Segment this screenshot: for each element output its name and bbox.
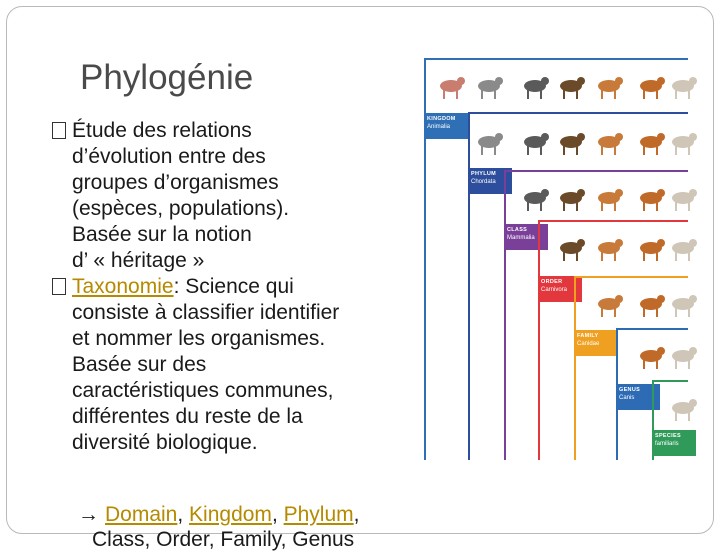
bullet-line — [72, 274, 402, 300]
animal-icon — [520, 184, 550, 219]
animal-icon — [668, 128, 698, 163]
taxonomy-label-species — [652, 430, 696, 456]
bullet-line: diversité biologique. — [72, 431, 258, 454]
animal-icon — [436, 72, 466, 107]
animal-icon — [636, 290, 666, 325]
animal-icon — [474, 128, 504, 163]
bullet-marker-icon — [52, 122, 66, 139]
animal-icon — [556, 184, 586, 219]
animal-icon — [474, 72, 504, 107]
bullet-line: groupes d’organismes — [72, 171, 279, 194]
taxonomy-rank: FAMILY — [577, 333, 599, 339]
taxonomy-rank: PHYLUM — [471, 171, 497, 177]
bullet-line: et nommer les organismes. — [72, 327, 326, 350]
bullet-list — [52, 118, 402, 456]
bullet-taxonomy — [52, 274, 402, 456]
bullet-line: différentes du reste de la — [72, 405, 303, 428]
animal-icon — [636, 342, 666, 377]
bullet-text: : Science qui — [173, 275, 294, 298]
bullet-line: d’évolution entre des — [72, 145, 266, 168]
taxonomy-name: Canis — [619, 395, 635, 401]
taxonomy-label-kingdom — [424, 113, 468, 139]
taxonomy-rank: KINGDOM — [427, 116, 456, 122]
taxonomy-rank: SPECIES — [655, 433, 681, 439]
bullet-line: Basée sur la notion — [72, 223, 252, 246]
bullet-line: consiste à classifier identifier — [72, 301, 340, 324]
taxonomy-name: Canidae — [577, 341, 600, 347]
bullet-phylogeny — [52, 118, 402, 274]
taxonomy-name: Carnivora — [541, 287, 568, 293]
bullet-line: caractéristiques communes, — [72, 379, 334, 402]
animal-icon — [594, 184, 624, 219]
animal-icon — [594, 234, 624, 269]
bullet-line: Étude des relations — [72, 119, 252, 142]
animal-icon — [636, 128, 666, 163]
phylum-link[interactable]: Phylum — [283, 503, 354, 526]
taxonomy-illustration — [424, 58, 688, 458]
domain-link[interactable]: Domain — [105, 503, 178, 526]
animal-icon — [520, 128, 550, 163]
taxonomy-rank: ORDER — [541, 279, 563, 285]
animal-icon — [636, 184, 666, 219]
taxonomy-name: Chordata — [471, 179, 496, 185]
sub-bullet-cut-line: Class, Order, Family, Genus — [92, 528, 355, 551]
animal-icon — [668, 290, 698, 325]
animal-icon — [668, 184, 698, 219]
animal-icon — [520, 72, 550, 107]
animal-icon — [668, 234, 698, 269]
animal-icon — [668, 342, 698, 377]
bullet-line: d’ « héritage » — [72, 249, 205, 272]
animal-icon — [668, 72, 698, 107]
slide-title: Phylogénie — [80, 58, 254, 97]
animal-icon — [636, 234, 666, 269]
animal-icon — [594, 290, 624, 325]
taxonomie-link[interactable]: Taxonomie — [72, 275, 174, 298]
bullet-line: Basée sur des — [72, 353, 207, 376]
sub-bullet-ranks: → Domain, Kingdom, Phylum, — [78, 503, 360, 526]
arrow-right-icon: → — [78, 503, 99, 526]
taxonomy-rank: CLASS — [507, 227, 528, 233]
animal-icon — [556, 72, 586, 107]
bullet-line: (espèces, populations). — [72, 197, 290, 220]
taxonomy-name: Mammalia — [507, 235, 535, 241]
animal-icon — [594, 72, 624, 107]
kingdom-link[interactable]: Kingdom — [189, 503, 272, 526]
animal-icon — [556, 128, 586, 163]
taxonomy-rank: GENUS — [619, 387, 641, 393]
taxonomy-name: Animalia — [427, 124, 451, 130]
animal-icon — [636, 72, 666, 107]
taxonomy-label-family — [574, 330, 618, 356]
animal-icon — [668, 394, 698, 429]
animal-icon — [594, 128, 624, 163]
taxonomy-name: familiaris — [655, 441, 679, 447]
bullet-marker-icon — [52, 278, 66, 295]
animal-icon — [556, 234, 586, 269]
